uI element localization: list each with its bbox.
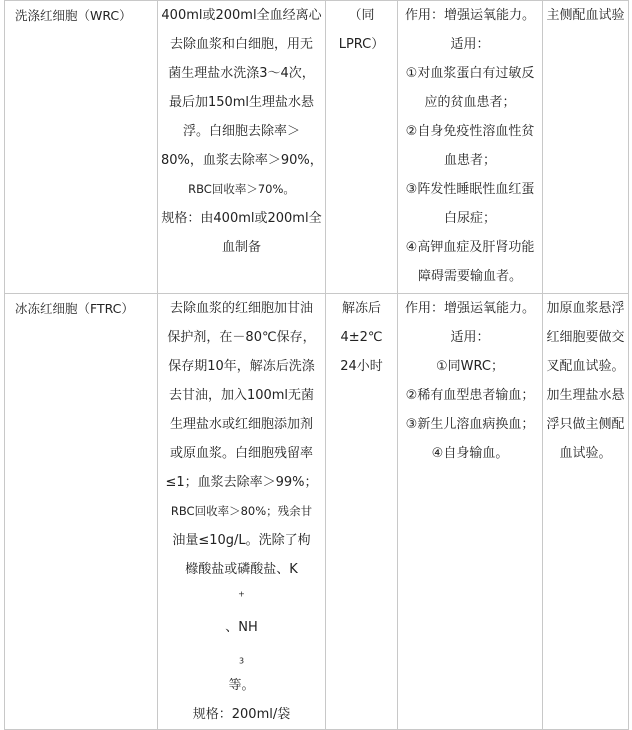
- text-line: 400ml或200ml全血经离心: [161, 8, 322, 23]
- text-line: 叉配血试验。: [546, 359, 625, 374]
- text-line: 血制备: [221, 240, 261, 255]
- table-row: [5, 1, 629, 294]
- text-line: ①同WRC；: [436, 359, 504, 374]
- text-line: 去除血浆和白细胞，用无: [169, 37, 313, 52]
- text-line: 油量≤10g/L。洗除了枸: [172, 533, 311, 548]
- text-line: ②自身免疫性溶血性贫: [405, 124, 535, 139]
- text-line: 作用：增强运氧能力。: [404, 8, 535, 23]
- text-line: 适用：: [450, 37, 490, 52]
- text-line: 橼酸盐或磷酸盐、K + 、NH $_3$: [185, 562, 298, 666]
- text-line: 24小时: [340, 359, 383, 374]
- indication-cell: [398, 294, 543, 730]
- preparation-cell: [158, 294, 326, 730]
- text-line: 血患者；: [443, 153, 496, 168]
- text-line: 浮。白细胞去除率＞: [182, 124, 300, 139]
- preparation-cell: [158, 1, 326, 294]
- text-line: 保护剂，在－80℃保存，: [167, 330, 316, 345]
- text-line: 加原血浆悬浮: [546, 301, 625, 316]
- text-line: 菌生理盐水洗涤3～4次，: [168, 66, 315, 81]
- text-line: ④高钾血症及肝肾功能: [405, 240, 535, 255]
- component-name: 冰冻红细胞（FTRC）: [5, 294, 158, 730]
- text-line: ③新生儿溶血病换血；: [405, 417, 535, 432]
- text-line: 血试验。: [559, 446, 612, 461]
- table-row: [5, 294, 629, 730]
- storage-cell: [326, 294, 398, 730]
- text-line: 作用：增强运氧能力。: [404, 301, 535, 316]
- text-line: ≤1；血浆去除率＞99%；: [165, 475, 318, 490]
- text-line: 加生理盐水悬: [546, 388, 625, 403]
- text-line: 适用：: [450, 330, 490, 345]
- text-line: RBC回收率＞70%。: [188, 182, 295, 196]
- text-line: 去甘油，加入100ml无菌: [168, 388, 315, 403]
- text-line: ①对血浆蛋白有过敏反: [405, 66, 535, 81]
- text-line: 等。: [228, 678, 255, 693]
- text-line: 应的贫血患者；: [424, 95, 516, 110]
- text-line: 最后加150ml生理盐水悬: [168, 95, 315, 110]
- note-cell: [543, 294, 629, 730]
- text-line: RBC回收率＞80%；残余甘: [170, 504, 313, 518]
- note-cell: 主侧配血试验: [543, 1, 629, 294]
- text-line: ②稀有血型患者输血；: [405, 388, 535, 403]
- blood-component-table: [4, 0, 629, 730]
- text-line: 规格：200ml/袋: [192, 707, 291, 722]
- text-line: 规格：由400ml或200ml全: [161, 211, 322, 226]
- text-line: ④自身输血。: [431, 446, 509, 461]
- text-line: 白尿症；: [443, 211, 496, 226]
- text-line: ③阵发性睡眠性血红蛋: [405, 182, 535, 197]
- text-line: 去除血浆的红细胞加甘油: [169, 301, 313, 316]
- component-name: 洗涤红细胞（WRC）: [5, 1, 158, 294]
- text-line: 红细胞要做交: [546, 330, 625, 345]
- text-line: 或原血浆。白细胞残留率: [169, 446, 313, 461]
- text-line: 生理盐水或红细胞添加剂: [169, 417, 313, 432]
- text-line: 障碍需要输血者。: [417, 269, 522, 284]
- storage-cell: （同LPRC）: [326, 1, 398, 294]
- text-line: 解冻后: [341, 301, 381, 316]
- text-line: 80%，血浆去除率＞90%，: [161, 153, 323, 168]
- text-line: 4±2℃: [340, 330, 383, 345]
- indication-cell: [398, 1, 543, 294]
- text-line: 浮只做主侧配: [546, 417, 625, 432]
- text-line: 保存期10年，解冻后洗涤: [168, 359, 315, 374]
